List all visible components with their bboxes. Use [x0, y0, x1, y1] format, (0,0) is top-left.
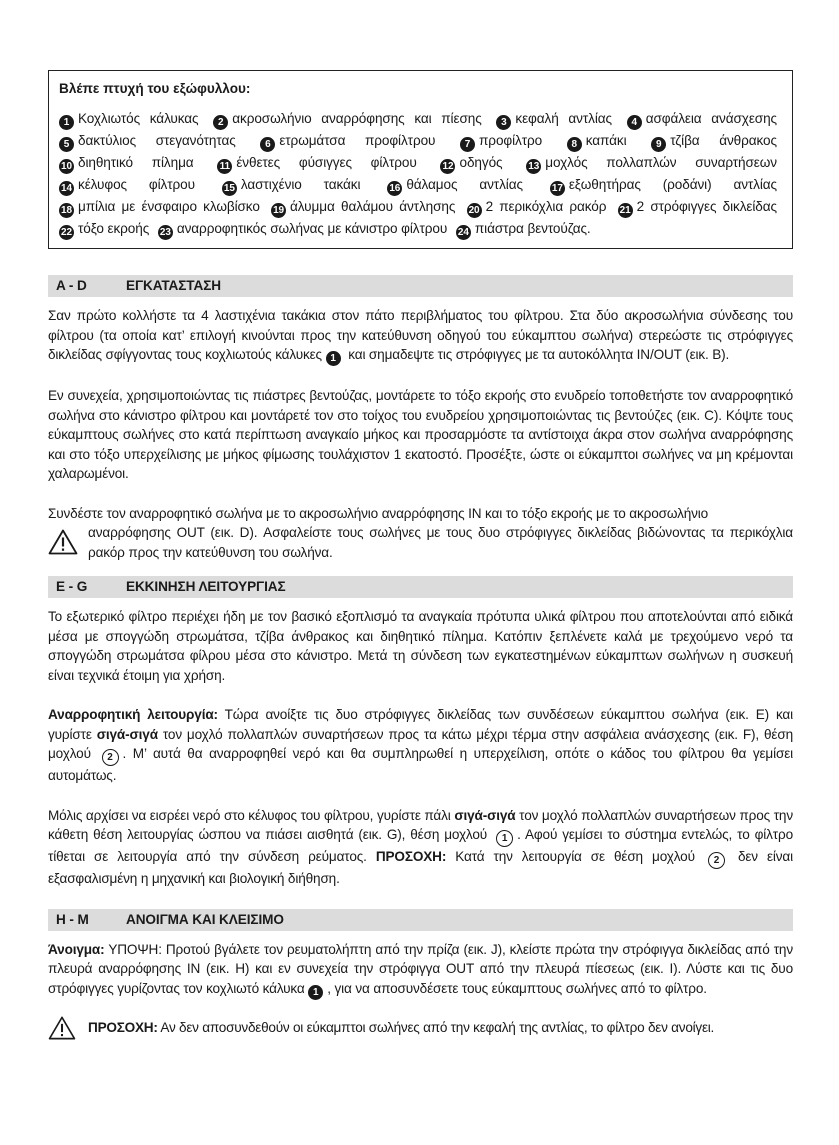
part-number-badge: 5 [59, 137, 74, 152]
warning-triangle-icon [48, 1016, 76, 1040]
part-number-badge: 12 [440, 159, 455, 174]
lever-position-badge: 2 [102, 749, 119, 766]
legend-item [260, 133, 435, 148]
install-warning-row [48, 523, 793, 562]
legend-item-label: προφίλτρο [479, 133, 543, 148]
part-number-badge: 17 [550, 181, 565, 196]
legend-item [59, 155, 194, 170]
section-header-startup [48, 576, 793, 598]
part-number-badge: 23 [158, 225, 173, 240]
legend-item-label: Κοχλιωτός κάλυκας [78, 111, 199, 126]
legend-item [213, 111, 481, 126]
text-run: . Μ’ αυτά θα αναρροφηθεί νερό και θα συμπληρωθεί η υπερχείλιση, οπότε ο κάδος του φίλτρου θα γεμίσει αυτομάτως. [48, 746, 793, 783]
part-number-badge: 16 [387, 181, 402, 196]
legend-item-label: ασφάλεια ανάσχεσης [645, 111, 777, 126]
startup-paragraph-1: Το εξωτερικό φίλτρο περιέχει ήδη με τον βασικό εξοπλισμό τα αναγκαία πρότυπα υλικά φίλτρου που αποτελούνται από ειδικά μέσα με σπογγώδη στρωμάτσα, τζίβα άνθρακος και διηθητικό πίλημα. Κατόπιν ξεπλένετε καλά με τρεχούμενο νερό τα σπογγώδη στρωμάτσα φίλρου μέσα στο κάνιστρο. Μετά τη σύνδεση των εγκατεστημένων εύκαμπτων σωλήνων η συσκευή είναι τεχνικά έτοιμη για χρήση. [48, 609, 793, 683]
legend-item [550, 177, 777, 192]
text-run: Τώρα ανοίξτε τις δυο στρόφιγγες δικλείδας των συνδέσεων εύκαμπτου σωλήνα (εικ. E) και γυρίστε [48, 707, 794, 742]
part-number-badge: 15 [222, 181, 237, 196]
install-paragraph-2: Εν συνεχεία, χρησιμοποιώντας τις πιάστρες βεντούζας, μοντάρετε το τόξο εκροής στο ενυδρείο τοποθετήστε τον αναρροφητικό σωλήνα στο κάνιστρο φίλτρου και μοντάρετέ τον στο τοίχος του ενυδρείου χρησιμοποιώντας τις βεντούζες (εικ. C). Κόψτε τους εύκαμπτους σωλήνες στο κατά περίπτωση αναγκαίο μήκος και προσαρμόστε τα αντίστοιχα άκρα στον σωλήνα αναρρόφησης και στο τόξο υπερχείλισης με μήκος φίμωσης τουλάχιστον 1 εκατοστό. Προσέξτε, ώστε οι εύκαμπτοι σωλήνες να μη κρέμονται χαλαρωμένοι. [48, 388, 793, 481]
text-run: , για να αποσυνδέσετε τους εύκαμπτους σωλήνες από το φίλτρο. [327, 980, 707, 996]
text-run: τον μοχλό πολλαπλών συναρτήσεων προς την κάθετη θέση λειτουργίας ώσπου να πιάσει αισθητά (εικ. G), θέση μοχλού [48, 807, 793, 842]
part-number-badge: 1 [326, 351, 341, 366]
bold-label: Αναρροφητική λειτουργία: [48, 707, 218, 722]
legend-item-label: καπάκι [585, 133, 627, 148]
legend-item [59, 221, 149, 236]
lever-position-badge: 1 [496, 830, 513, 847]
install-paragraph-1 [48, 306, 793, 366]
text-run: δεν είναι εξασφαλισμένη η μηχανική και βιολογική διήθηση. [48, 849, 793, 886]
bold-warning-label: ΠΡΟΣΟΧΗ: [375, 849, 447, 864]
bold-text: σιγά-σιγά [454, 807, 516, 823]
section-code: H - M [56, 911, 89, 927]
legend-item-label: δακτύλιος στεγανότητας [78, 133, 236, 148]
legend-item-label: κεφαλή αντλίας [515, 111, 612, 126]
part-number-badge: 1 [308, 985, 323, 1000]
install-paragraph-3-rest: αναρρόφησης OUT (εικ. D). Ασφαλείστε τους σωλήνες με τους δυο στρόφιγγες δικλείδας βιδώνοντας τα περικόχλια ρακόρ προς την κατεύθυνση του σωλήνα. [88, 525, 793, 560]
legend-item-label: ετρωμάτσα προφίλτρου [279, 133, 436, 148]
section-title: ΕΓΚΑΤΑΣΤΑΣΗ [126, 278, 221, 293]
part-number-badge: 4 [627, 115, 642, 130]
part-number-badge: 7 [460, 137, 475, 152]
section-header-opening-closing [48, 909, 793, 931]
part-number-badge: 11 [217, 159, 232, 174]
section-title: ΑΝΟΙΓΜΑ ΚΑΙ ΚΛΕΙΣΙΜΟ [126, 911, 284, 927]
legend-item [496, 111, 612, 126]
legend-item [526, 155, 777, 170]
text-run: Αν δεν αποσυνδεθούν οι εύκαμπτοι σωλήνες από την κεφαλή της αντλίας, το φίλτρο δεν ανοίγει. [157, 1019, 715, 1035]
text-run: Μόλις αρχίσει να εισρέει νερό στο κέλυφος του φίλτρου, γυρίστε πάλι [48, 807, 455, 823]
legend-item-label: εξωθητήρας (ροδάνι) αντλίας [568, 177, 777, 192]
part-number-badge: 21 [618, 203, 633, 218]
legend-list [59, 108, 782, 240]
legend-item [456, 221, 591, 236]
text-run: Κατά την λειτουργία σε θέση μοχλού [446, 849, 695, 864]
legend-item [59, 177, 195, 192]
part-number-badge: 19 [271, 203, 286, 218]
legend-item [467, 199, 607, 214]
legend-item [59, 111, 199, 126]
legend-item-label: πιάστρα βεντούζας. [474, 221, 591, 236]
legend-item-label: ένθετες φύσιγγες φίλτρου [236, 155, 417, 170]
legend-item-label: 2 περικόχλια ρακόρ [485, 199, 607, 214]
part-number-badge: 2 [213, 115, 228, 130]
legend-item-label: διηθητικό πίλημα [78, 155, 194, 170]
legend-item-label: ακροσωλήνιο αναρρόφησης και πίεσης [232, 111, 482, 126]
legend-item [651, 133, 777, 148]
section-code: E - G [56, 579, 88, 594]
legend-item-label: μπίλια με ένσφαιρο κλωβίσκο [78, 199, 260, 214]
bold-warning-label: ΠΡΟΣΟΧΗ: [88, 1019, 158, 1035]
opening-paragraph-1 [48, 940, 793, 1000]
text-run: . Αφού γεμίσει το σύστημα εντελώς, το φίλτρο τίθεται σε λειτουργία από την σύνδεση ρεύματος. [48, 827, 793, 864]
parts-legend-box [48, 70, 793, 249]
part-number-badge: 22 [59, 225, 74, 240]
manual-page [48, 70, 793, 1040]
bold-label: Άνοιγμα: [48, 941, 105, 957]
part-number-badge: 1 [59, 115, 74, 130]
legend-heading: Βλέπε πτυχή του εξώφυλλου: [59, 81, 251, 96]
legend-item-label: θάλαμος αντλίας [406, 177, 523, 192]
section-code: A - D [56, 278, 87, 293]
legend-item-label: αναρροφητικός σωλήνας με κάνιστρο φίλτρου [176, 221, 448, 236]
legend-item-label: τόξο εκροής [78, 221, 150, 236]
section-title: ΕΚΚΙΝΗΣΗ ΛΕΙΤΟΥΡΓΙΑΣ [126, 579, 286, 594]
legend-item [59, 133, 236, 148]
part-number-badge: 18 [59, 203, 74, 218]
opening-warning-text [88, 1018, 793, 1038]
legend-item [460, 133, 542, 148]
legend-item [627, 111, 777, 126]
legend-item [567, 133, 627, 148]
legend-item [387, 177, 523, 192]
part-number-badge: 10 [59, 159, 74, 174]
part-number-badge: 6 [260, 137, 275, 152]
legend-item [271, 199, 455, 214]
opening-warning-row [48, 1016, 793, 1040]
part-number-badge: 3 [496, 115, 511, 130]
legend-item [59, 199, 260, 214]
section-header-installation [48, 275, 793, 297]
text-run: ΥΠΟΨΗ: Προτού βγάλετε τον ρευματολήπτη από την πρίζα (εικ. J), κλείστε πρώτα την στρόφιγγα δικλείδας από την πλευρά αναρρόφησης IN (εικ. H) και εν συνεχεία την στρόφιγγα OUT από την πλευρά πίεσεως (εικ. I). Λύστε και τις δυο στρόφιγγες γυρίζοντας τον κοχλιωτό κάλυκα [48, 941, 793, 996]
text-run: Σαν πρώτο κολλήστε τα 4 λαστιχένια τακάκια στον πάτο περιβλήματος του φίλτρου. Στα δύο ακροσωλήνια σύνδεσης του φίλτρου (τα οποία κατ’ επιλογή κινούνται προς την κατεύθυνση οδηγού του εύκαμπτου σωλήνα) στερεώστε τις στρόφιγγες δικλείδας σφίγγοντας τους κοχλιωτούς κάλυκες [48, 308, 793, 362]
bold-text: σιγά-σιγά [96, 726, 158, 742]
startup-paragraph-2 [48, 705, 793, 786]
legend-item [217, 155, 416, 170]
legend-item-label: άλυμμα θαλάμου άντλησης [290, 199, 456, 214]
legend-item [158, 221, 447, 236]
text-run: και σημαδεψτε τις στρόφιγγες με τα αυτοκόλλητα IN/OUT (εικ. B). [348, 347, 730, 362]
install-warning-block [48, 504, 793, 563]
legend-item-label: λαστιχένιο τακάκι [240, 177, 361, 192]
legend-item [440, 155, 502, 170]
legend-item [618, 199, 777, 214]
part-number-badge: 9 [651, 137, 666, 152]
part-number-badge: 24 [456, 225, 471, 240]
legend-item-label: κέλυφος φίλτρου [78, 177, 195, 192]
legend-item [222, 177, 360, 192]
part-number-badge: 8 [567, 137, 582, 152]
part-number-badge: 14 [59, 181, 74, 196]
legend-item-label: οδηγός [459, 155, 503, 170]
text-run: τον μοχλό πολλαπλών συναρτήσεων προς τα κάτω μέχρι τέρμα στην ασφάλεια ανάσχεσης (εικ. F), θέση μοχλού [48, 726, 793, 761]
lever-position-badge: 2 [708, 852, 725, 869]
startup-paragraph-3 [48, 806, 793, 889]
legend-item-label: μοχλός πολλαπλών συναρτήσεων [545, 155, 777, 170]
install-paragraph-3-first-line: Συνδέστε τον αναρροφητικό σωλήνα με το ακροσωλήνιο αναρρόφησης IN και το τόξο εκροής με το ακροσωλήνιο [48, 505, 709, 521]
part-number-badge: 20 [467, 203, 482, 218]
warning-triangle-icon [48, 529, 78, 555]
legend-item-label: τζίβα άνθρακος [670, 133, 777, 148]
legend-item-label: 2 στρόφιγγες δικλείδας [636, 199, 777, 214]
part-number-badge: 13 [526, 159, 541, 174]
